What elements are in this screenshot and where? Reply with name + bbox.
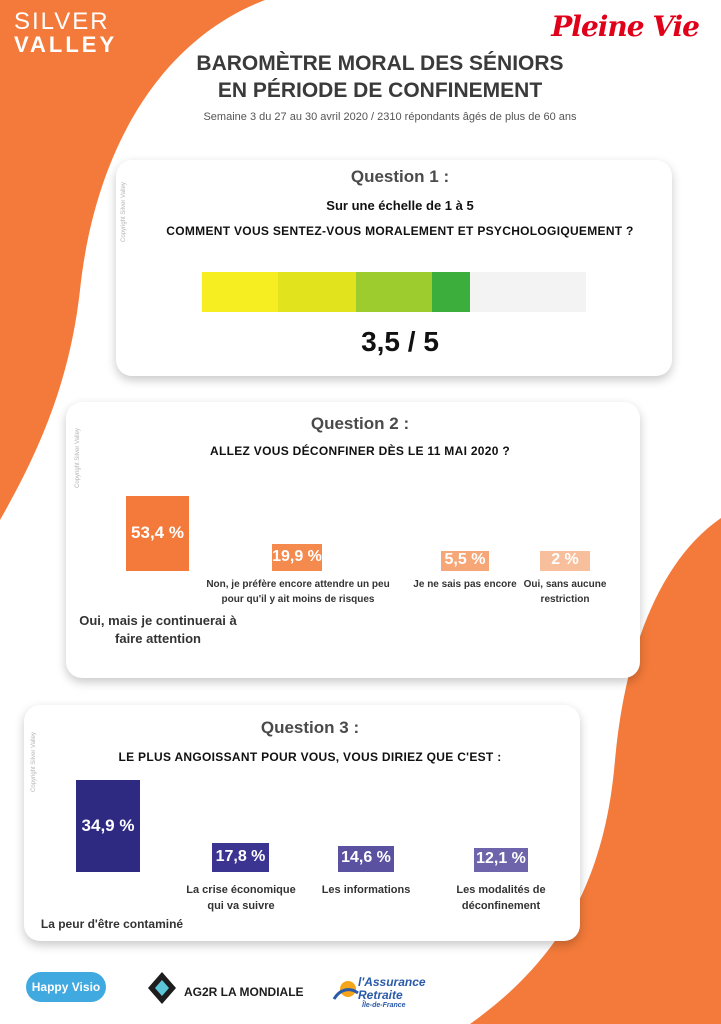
question-1-line1: Sur une échelle de 1 à 5	[326, 198, 474, 213]
scale-segment-2	[278, 272, 356, 312]
ag2r-diamond-icon	[146, 970, 178, 1006]
bar-value-label-2: 19,9 %	[272, 547, 322, 565]
page-title-line1: BAROMÈTRE MORAL DES SÉNIORS	[196, 52, 564, 75]
bar-category-label-3: Je ne sais pas encore	[413, 579, 517, 590]
copyright-text: Copyright Silver Valley	[121, 182, 127, 242]
assurance-retraite-line3: Île-de-France	[362, 1002, 406, 1009]
bar-value-label-4: 12,1 %	[476, 850, 526, 868]
scale-segment-4	[432, 272, 470, 312]
bar-category-label-3: Les informations	[321, 884, 411, 896]
bar-category-label-2: La crise économique qui va suivre	[186, 884, 296, 912]
scale-segment-1	[202, 272, 278, 312]
page-title-line2: EN PÉRIODE DE CONFINEMENT	[217, 79, 543, 102]
mood-scale	[202, 272, 586, 312]
copyright-text: Copyright Silver Valley	[31, 732, 37, 792]
mood-score: 3,5 / 5	[361, 326, 439, 357]
brand-left-line2: VALLEY	[14, 32, 118, 57]
happy-visio-text: Happy Visio	[31, 980, 101, 994]
bar-category-label-1: La peur d'être contaminé	[40, 917, 184, 931]
question-3-title: Question 3 :	[260, 718, 360, 737]
bar-value-label-1: 34,9 %	[81, 815, 135, 835]
happy-visio-logo	[26, 970, 106, 1004]
question-1-line2: COMMENT VOUS SENTEZ-VOUS MORALEMENT ET PSYCHOLOGIQUEMENT ?	[166, 224, 634, 238]
bar-value-label-4: 2 %	[551, 551, 579, 569]
question-1-title: Question 1 :	[350, 167, 450, 186]
pleine-vie-logo: Pleine Vie	[551, 10, 699, 43]
question-2-line: ALLEZ VOUS DÉCONFINER DÈS LE 11 MAI 2020 ?	[210, 444, 510, 458]
bar-value-label-1: 53,4 %	[131, 523, 184, 543]
scale-segment-3	[356, 272, 432, 312]
ag2r-logo	[146, 970, 316, 1010]
brand-left-line1: SILVER	[14, 8, 110, 35]
copyright-text: Copyright Silver Valley	[75, 428, 81, 488]
bar-category-label-4: Oui, sans aucune restriction	[523, 579, 607, 605]
ag2r-text: AG2R LA MONDIALE	[184, 985, 304, 999]
bar-category-label-4: Les modalités de déconfinement	[456, 884, 546, 912]
bar-category-label-2: Non, je préfère encore attendre un peu pour qu'il y ait moins de risques	[206, 579, 390, 605]
bar-value-label-3: 5,5 %	[444, 551, 486, 569]
silver-valley-logo	[14, 10, 117, 56]
scale-segment-5	[470, 272, 586, 312]
question-3-line: LE PLUS ANGOISSANT POUR VOUS, VOUS DIRIEZ QUE C'EST :	[118, 750, 502, 764]
bar-value-label-3: 14,6 %	[341, 849, 391, 867]
question-2-title: Question 2 :	[310, 414, 410, 433]
assurance-retraite-line2: Retraite	[358, 988, 403, 1002]
assurance-retraite-line1: l'Assurance	[358, 975, 426, 989]
assurance-retraite-sun-icon	[330, 969, 360, 1009]
bar-value-label-2: 17,8 %	[215, 847, 266, 865]
bar-category-label-1: Oui, mais je continuerai à faire attention	[79, 613, 237, 646]
page-subtitle: Semaine 3 du 27 au 30 avril 2020 / 2310 répondants âgés de plus de 60 ans	[203, 111, 577, 123]
assurance-retraite-logo	[330, 965, 440, 1017]
